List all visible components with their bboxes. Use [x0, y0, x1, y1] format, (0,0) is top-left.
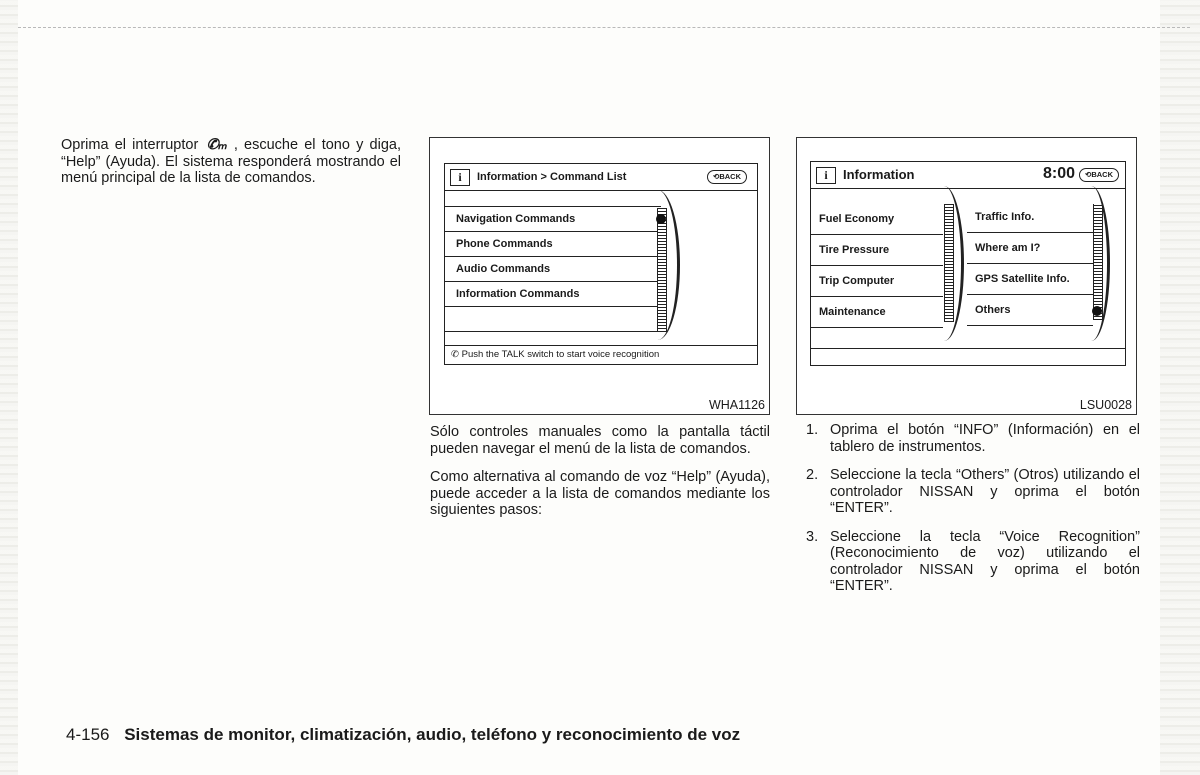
intro-paragraph — [61, 137, 401, 187]
step-number: 3. — [806, 528, 819, 545]
menu-item-information-commands[interactable]: Information Commands — [445, 282, 661, 307]
talk-switch-icon: ✆ₘ — [206, 137, 226, 153]
screen-information — [810, 161, 1126, 366]
screen-header — [811, 162, 1125, 189]
clock: 8:00 — [1042, 165, 1075, 182]
figure-information-menu — [796, 137, 1137, 415]
menu-item-others[interactable]: Others — [967, 295, 1093, 326]
menu-item-fuel-economy[interactable]: Fuel Economy — [811, 204, 943, 235]
paragraph-alternative-steps: Como alternativa al comando de voz “Help” (Ayuda), puede acceder a la lista de comandos mediante los siguientes pasos: — [430, 469, 770, 518]
figure-code: WHA1126 — [708, 398, 765, 412]
step-text: Seleccione la tecla “Others” (Otros) utilizando el controlador NISSAN y oprima el botón “ENTER”. — [830, 467, 1140, 516]
right-menu — [967, 202, 1093, 326]
arc-divider — [643, 190, 680, 340]
paragraph-manual-controls: Sólo controles manuales como la pantalla táctil pueden navegar el menú de la lista de comandos. — [430, 424, 770, 457]
menu-item-traffic-info[interactable]: Traffic Info. — [967, 202, 1093, 233]
intro-before: Oprima el interruptor — [61, 137, 199, 153]
step-number: 2. — [806, 467, 819, 483]
scan-edge-left — [0, 0, 18, 775]
arc-divider-left — [931, 186, 964, 341]
left-menu — [811, 204, 943, 328]
menu-item-maintenance[interactable]: Maintenance — [811, 297, 943, 328]
intro-after: , escuche el tono y diga, “Help” (Ayuda). El sistema responderá mostrando el menú principal de la lista de comandos. — [61, 137, 401, 186]
info-icon: i — [450, 169, 470, 186]
page-footer — [66, 725, 740, 745]
voice-hint-text: Push the TALK switch to start voice recognition — [461, 349, 660, 360]
screen-title: Information — [843, 167, 915, 182]
step-item — [806, 422, 1140, 455]
step-text: Oprima el botón “INFO” (Información) en el tablero de instrumentos. — [830, 422, 1140, 455]
step-item — [806, 467, 1140, 517]
back-button[interactable]: ⟲BACK — [707, 170, 747, 184]
screen-title: Information > Command List — [477, 171, 627, 183]
arc-divider-right — [1079, 186, 1110, 341]
menu-item-phone-commands[interactable]: Phone Commands — [445, 232, 661, 257]
menu-item-empty — [445, 307, 661, 332]
menu-item-trip-computer[interactable]: Trip Computer — [811, 266, 943, 297]
scan-edge-right — [1160, 0, 1200, 775]
back-button[interactable]: ⟲BACK — [1079, 168, 1119, 182]
menu-item-where-am-i[interactable]: Where am I? — [967, 233, 1093, 264]
steps-list — [806, 422, 1140, 607]
menu-item-audio-commands[interactable]: Audio Commands — [445, 257, 661, 282]
figure-code: LSU0028 — [1079, 398, 1132, 412]
step-text: Seleccione la tecla “Voice Recognition” (Reconocimiento de voz) utilizando el controlador NISSAN y oprima el botón “ENTER”. — [830, 528, 1140, 594]
step-number: 1. — [806, 422, 819, 438]
figure-command-list — [429, 137, 770, 415]
screen-command-list — [444, 163, 758, 365]
menu-item-tire-pressure[interactable]: Tire Pressure — [811, 235, 943, 266]
info-icon: i — [816, 167, 836, 184]
screen-header — [445, 164, 757, 191]
section-title: Sistemas de monitor, climatización, audio, teléfono y reconocimiento de voz — [124, 725, 741, 744]
menu-item-navigation-commands[interactable]: Navigation Commands — [445, 206, 661, 232]
voice-hint-bar — [445, 345, 757, 364]
talk-icon: ✆ — [451, 349, 462, 360]
empty-bottom-bar — [811, 348, 1125, 365]
command-menu — [445, 206, 661, 332]
top-rule — [18, 27, 1190, 28]
step-item — [806, 529, 1140, 595]
page-number: 4-156 — [66, 725, 110, 744]
menu-item-gps-satellite-info[interactable]: GPS Satellite Info. — [967, 264, 1093, 295]
